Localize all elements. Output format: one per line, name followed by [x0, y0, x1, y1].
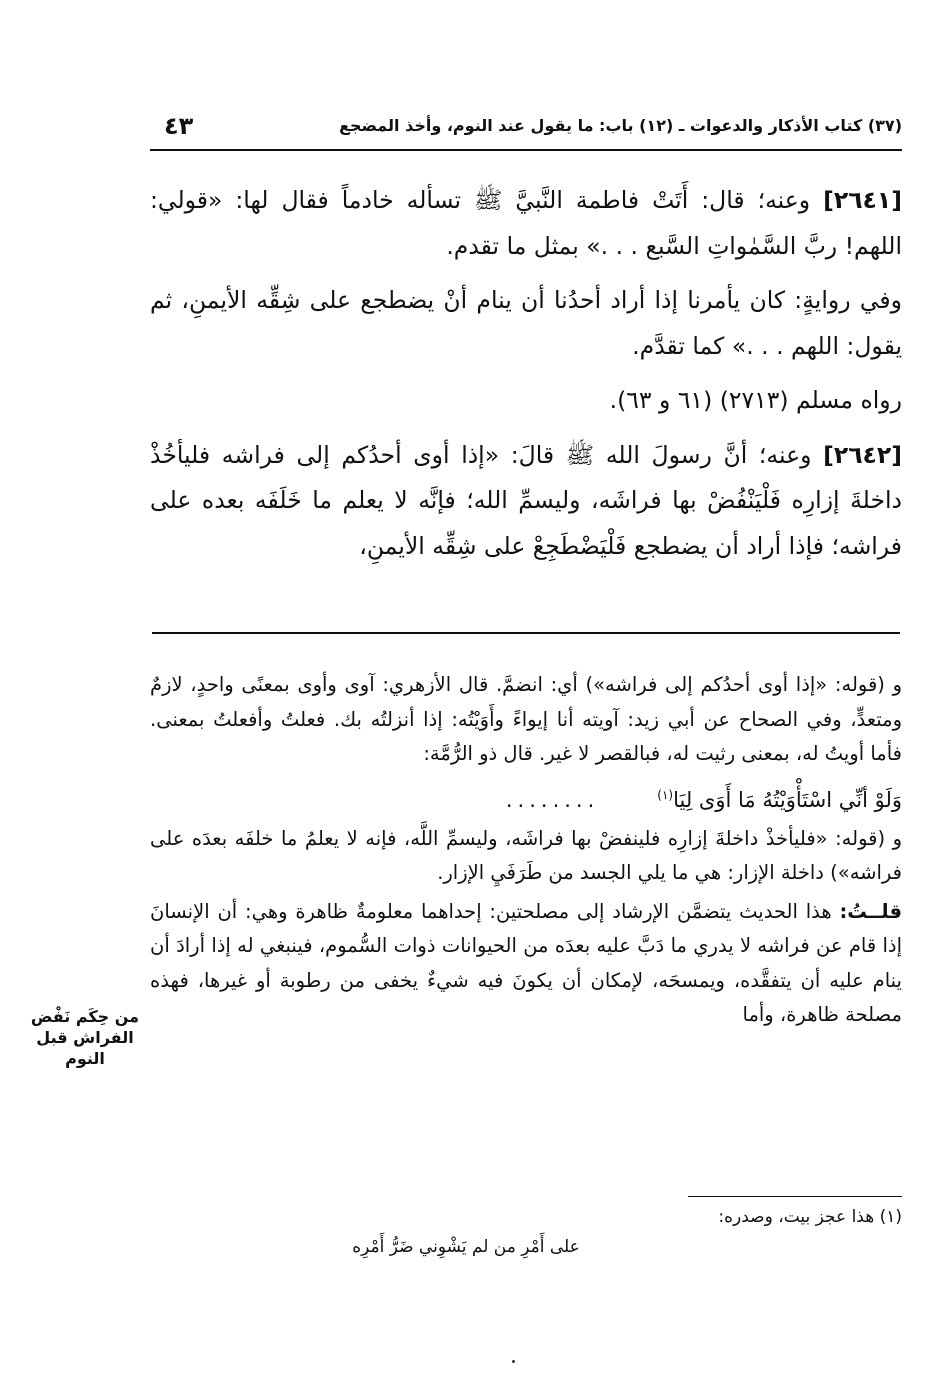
- hadith-2642: [150, 433, 902, 570]
- footnote-verse: على أَمْرِ من لم يَشْوِني ضَرُّ أَمْرِه: [352, 1237, 580, 1257]
- poetry-verse: [150, 778, 902, 816]
- hadith-number: [٢٦٤١]: [823, 186, 902, 214]
- footnote-reference: (١): [657, 787, 674, 802]
- verse-ellipsis: ........: [505, 787, 600, 812]
- hadith-body: وعنه؛ أنَّ رسولَ الله ﷺ قالَ: «إذا أوى أحدُكم إلى فراشه فليأخُذْ داخلةَ إزارِه فَلْيَنْفُضْ بها فراشَه، وليسمِّ الله؛ فإنَّه لا يعلم ما خَلَفَه بعده على فراشه؛ فإذا أراد أن يضطجع فَلْيَضْطَجِعْ على شِقِّه الأيمنِ،: [150, 440, 902, 560]
- hadith-text: [150, 178, 902, 569]
- commentary-divider: [152, 632, 900, 634]
- print-speck: [512, 1360, 515, 1363]
- hadith-2641-riwaya: وفي روايةٍ: كان يأمرنا إذا أراد أحدُنا أن ينام أنْ يضطجع على شِقِّه الأيمنِ، ثم يقول: اللهم . . .» كما تقدَّم.: [150, 286, 902, 360]
- hadith-2641: [150, 178, 902, 269]
- footnote: [150, 1202, 902, 1262]
- commentary-paragraph: و (قوله: «إذا أوى أحدُكم إلى فراشه») أي: انضمَّ. قال الأزهري: آوى وأوى بمعنًى واحدٍ، لازمٌ ومتعدٍّ، وفي الصحاح عن أبي زيد: آويته أنا إيواءً وأَوَيْتُه: إذا أنزلتُه بك. فعلتُ وأفعلتُ بمعنى. فأما أويتُ له، بمعنى رثيت له، فبالقصر لا غير. قال ذو الرُّمَّة:: [150, 673, 902, 765]
- page-number: ٤٣: [164, 112, 194, 140]
- margin-note: من حِكَم نَفْض الفراش قبل النوم: [30, 1007, 140, 1068]
- footnote-text: (١) هذا عجز بيت، وصدره:: [718, 1207, 902, 1227]
- header-divider: [150, 149, 902, 151]
- footnote-divider: [688, 1196, 902, 1197]
- paragraph-lead: قلــتُ:: [839, 899, 902, 923]
- verse-text: وَلَوْ أنِّي اسْتَأْوَيْتُهُ مَا أَوَى لِيَا: [673, 787, 902, 812]
- paragraph-body: هذا الحديث يتضمَّن الإرشاد إلى مصلحتين: إحداهما معلومةٌ ظاهرة وهي: أن الإنسانَ إذا قام عن فراشه لا يدري ما دَبَّ عليه بعدَه من الحيوانات ذوات السُّموم، فينبغي له إذا أرادَ أن ينام عليه أن يتفقَّده، ويمسحَه، لإمكان أن يكونَ فيه شيءٌ يخفى من رطوبة أو غيرها، فهذه مصلحة ظاهرة، وأما: [150, 899, 902, 1026]
- commentary: [150, 668, 902, 1033]
- running-header: [150, 112, 902, 146]
- commentary-paragraph: و (قوله: «فليأخذْ داخلةَ إزارِه فلينفضْ بها فراشَه، وليسمِّ اللَّه، فإنه لا يعلمُ ما خلفَه بعدَه على فراشه») داخلة الإزار: هي ما يلي الجسد من طَرَفَيِ الإزار.: [150, 826, 902, 884]
- chapter-title: (٣٧) كتاب الأذكار والدعوات ـ (١٢) باب: ما يقول عند النوم، وأخذ المضجع: [339, 116, 902, 135]
- hadith-number: [٢٦٤٢]: [823, 440, 902, 469]
- hadith-body: وعنه؛ قال: أَتَتْ فاطمة النَّبيَّ ﷺ تسأله خادماً فقال لها: «قولي: اللهم! ربَّ السَّمٰواتِ السَّبع . . .» بمثل ما تقدم.: [150, 186, 902, 260]
- commentary-paragraph: [150, 895, 902, 1033]
- hadith-2641-source: رواه مسلم (٢٧١٣) (٦١ و ٦٣).: [609, 386, 902, 414]
